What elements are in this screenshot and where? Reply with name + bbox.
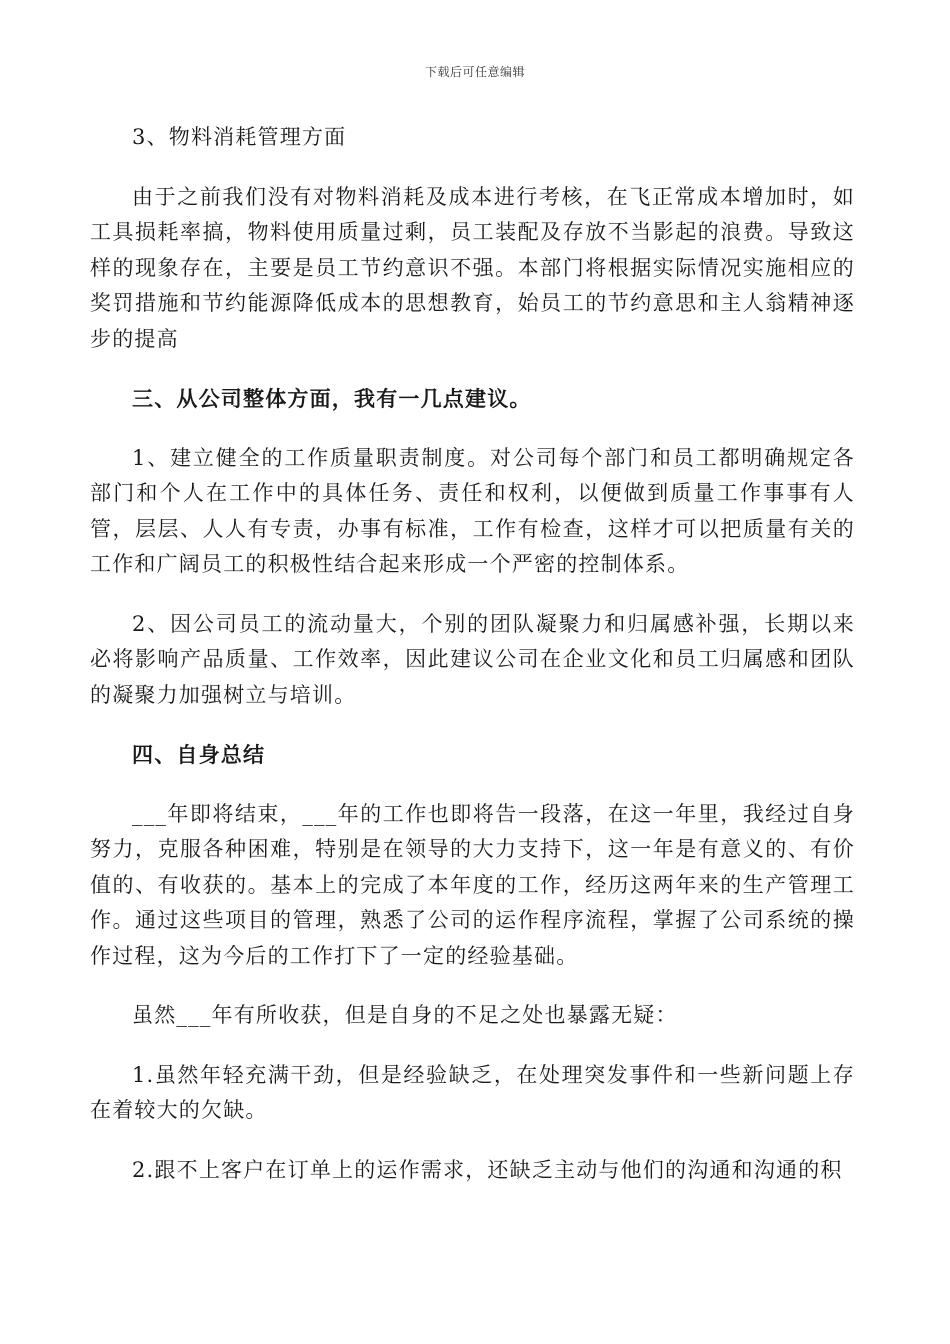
page-header: 下载后可任意编辑 bbox=[424, 65, 525, 79]
list-item: 2.跟不上客户在订单上的运作需求，还缺乏主动与他们的沟通和沟通的积 bbox=[132, 1157, 843, 1182]
body-paragraph: 虽然___年有所收获，但是自身的不足之处也暴露无疑： bbox=[132, 1003, 678, 1027]
body-paragraph: 2、因公司员工的流动量大，个别的团队凝聚力和归属感补强，长期以来必将影响产品质量、工作效率，因此建议公司在企业文化和员工归属感和团队的凝聚力加强树立与培训。 bbox=[90, 611, 855, 707]
document-body bbox=[90, 120, 855, 1212]
body-paragraph: 由于之前我们没有对物料消耗及成本进行考核，在飞正常成本增加时，如工具损耗率搞，物料使用质量过剩，员工装配及存放不当影起的浪费。导致这样的现象存在，主要是员工节约意识不强。本部门将根据实际情况实施相应的奖罚措施和节约能源降低成本的思想教育，始员工的节约意思和主人翁精神逐步的提高 bbox=[90, 184, 855, 351]
list-item: 1.虽然年轻充满干劲，但是经验缺乏，在处理突发事件和一些新问题上存在着较大的欠缺。 bbox=[90, 1062, 855, 1122]
body-paragraph: ___年即将结束，___年的工作也即将告一段落，在这一年里，我经过自身努力，克服各种困难，特别是在领导的大力支持下，这一年是有意义的、有价值的、有收获的。基本上的完成了本年度的工作，经历这两年来的生产管理工作。通过这些项目的管理，熟悉了公司的运作程序流程，掌握了公司系统的操作过程，这为今后的工作打下了一定的经验基础。 bbox=[90, 801, 855, 968]
section-heading: 四、自身总结 bbox=[132, 742, 266, 767]
section-heading: 三、从公司整体方面，我有一几点建议。 bbox=[132, 386, 532, 411]
section-subheading: 3、物料消耗管理方面 bbox=[132, 125, 347, 149]
body-paragraph: 1、建立健全的工作质量职责制度。对公司每个部门和员工都明确规定各部门和个人在工作中的具体任务、责任和权利，以便做到质量工作事事有人管，层层、人人有专责，办事有标准，工作有检查，这样才可以把质量有关的工作和广阔员工的积极性结合起来形成一个严密的控制体系。 bbox=[90, 445, 855, 576]
